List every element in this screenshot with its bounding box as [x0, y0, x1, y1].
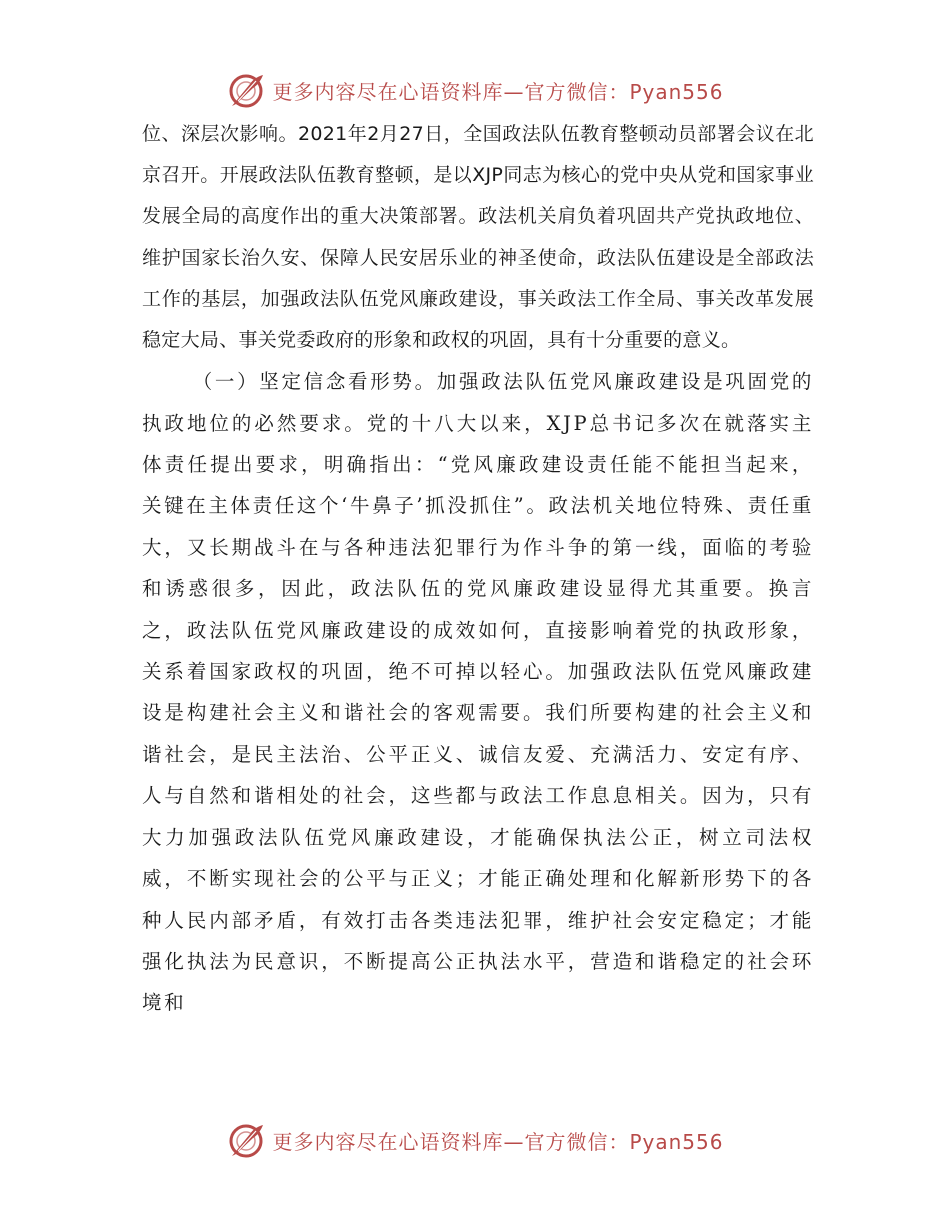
paragraph-section-one: （一）坚定信念看形势。加强政法队伍党风廉政建设是巩固党的执政地位的必然要求。党的十八大以来，XJP总书记多次在就落实主体责任提出要求，明确指出：“党风廉政建设责任能不能担当起来，关键在主体责任这个‘牛鼻子’抓没抓住”。政法机关地位特殊、责任重大，又长期战斗在与各种违法犯罪行为作斗争的第一线，面临的考验和诱惑很多，因此，政法队伍的党风廉政建设显得尤其重要。换言之，政法队伍党风廉政建设的成效如何，直接影响着党的执政形象，关系着国家政权的巩固，绝不可掉以轻心。加强政法队伍党风廉政建设是构建社会主义和谐社会的客观需要。我们所要构建的社会主义和谐社会，是民主法治、公平正义、诚信友爱、充满活力、安定有序、人与自然和谐相处的社会，这些都与政法工作息息相关。因为，只有大力加强政法队伍党风廉政建设，才能确保执法公正，树立司法权威，不断实现社会的公平与正义；才能正确处理和化解新形势下的各种人民内部矛盾，有效打击各类违法犯罪，维护社会安定稳定；才能强化执法为民意识，不断提高公正执法水平，营造和谐稳定的社会环境和 [142, 370, 814, 1015]
document-body [142, 114, 814, 1024]
header-watermark [0, 66, 950, 114]
footer-watermark [0, 1116, 950, 1164]
paragraph-intro: 位、深层次影响。2021年2月27日，全国政法队伍教育整顿动员部署会议在北京召开。开展政法队伍教育整顿，是以XJP同志为核心的党中央从党和国家事业发展全局的高度作出的重大决策部署。政法机关肩负着巩固共产党执政地位、维护国家长治久安、保障人民安居乐业的神圣使命，政法队伍建设是全部政法工作的基层，加强政法队伍党风廉政建设，事关政法工作全局、事关改革发展稳定大局、事关党委政府的形象和政权的巩固，具有十分重要的意义。 [142, 123, 814, 352]
watermark-inner [226, 1120, 723, 1160]
feather-pen-logo-icon [226, 70, 266, 110]
feather-pen-logo-icon [226, 1120, 266, 1160]
watermark-text: 更多内容尽在心语资料库—官方微信：Pyan556 [272, 79, 724, 104]
watermark-inner [226, 70, 723, 110]
watermark-text: 更多内容尽在心语资料库—官方微信：Pyan556 [272, 1129, 724, 1154]
